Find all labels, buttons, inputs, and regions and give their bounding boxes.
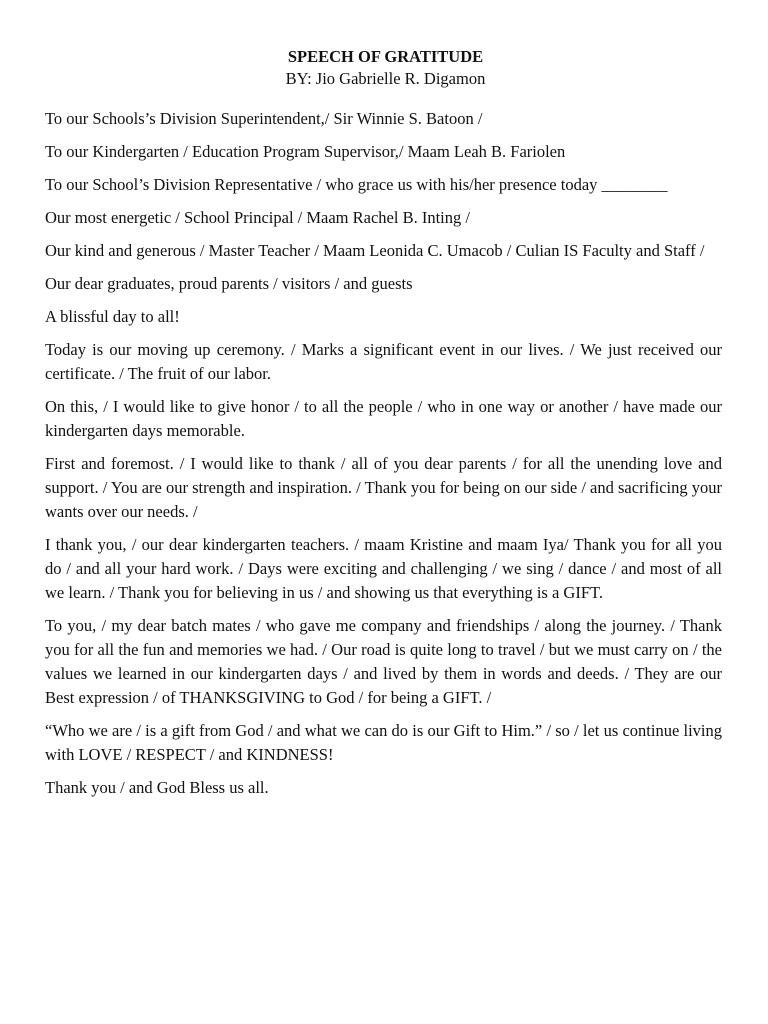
paragraph-honor: On this, / I would like to give honor / to all the people / who in one way or another / have made our kindergarten days memorable. [45,397,722,440]
paragraph-quote: “Who we are / is a gift from God / and what we can do is our Gift to Him.” / so / let us continue living with LOVE / RESPECT / and KINDNESS! [45,721,722,764]
salutation-superintendent: To our Schools’s Division Superintendent,/ Sir Winnie S. Batoon / [45,109,483,128]
document-title: SPEECH OF GRATITUDE [287,47,484,66]
salutation-master-teacher: Our kind and generous / Master Teacher / Maam Leonida C. Umacob / Culian IS Faculty and Staff / [45,241,705,260]
paragraph-parents: First and foremost. / I would like to thank / all of you dear parents / for all the unending love and support. / You are our strength and inspiration. / Thank you for being on our side / and sacrificing your wants over our needs. / [45,454,722,521]
salutation-principal: Our most energetic / School Principal / Maam Rachel B. Inting / [45,208,470,227]
paragraph-batch-mates: To you, / my dear batch mates / who gave me company and friendships / along the journey. / Thank you for all the fun and memories we had. / Our road is quite long to travel / but we must carry on / the values we learned in our kindergarten days / and lived by them in words and deeds. / They are our Best expression / of THANKSGIVING to God / for being a GIFT. / [45,616,722,707]
salutation-representative: To our School’s Division Representative / who grace us with his/her presence today ________ [45,175,668,194]
document-author: BY: Jio Gabrielle R. Digamon [285,69,486,88]
document-header [49,46,722,90]
salutation-supervisor: To our Kindergarten / Education Program Supervisor,/ Maam Leah B. Fariolen [45,142,566,161]
paragraph-teachers: I thank you, / our dear kindergarten teachers. / maam Kristine and maam Iya/ Thank you for all you do / and all your hard work. / Days were exciting and challenging / we sing / dance / and most of all we learn. / Thank you for believing in us / and showing us that everything is a GIFT. [45,535,722,602]
greeting: A blissful day to all! [45,307,180,326]
document-body [45,107,722,800]
paragraph-ceremony: Today is our moving up ceremony. / Marks a significant event in our lives. / We just received our certificate. / The fruit of our labor. [45,340,722,383]
salutation-guests: Our dear graduates, proud parents / visitors / and guests [45,274,413,293]
closing: Thank you / and God Bless us all. [45,778,269,797]
